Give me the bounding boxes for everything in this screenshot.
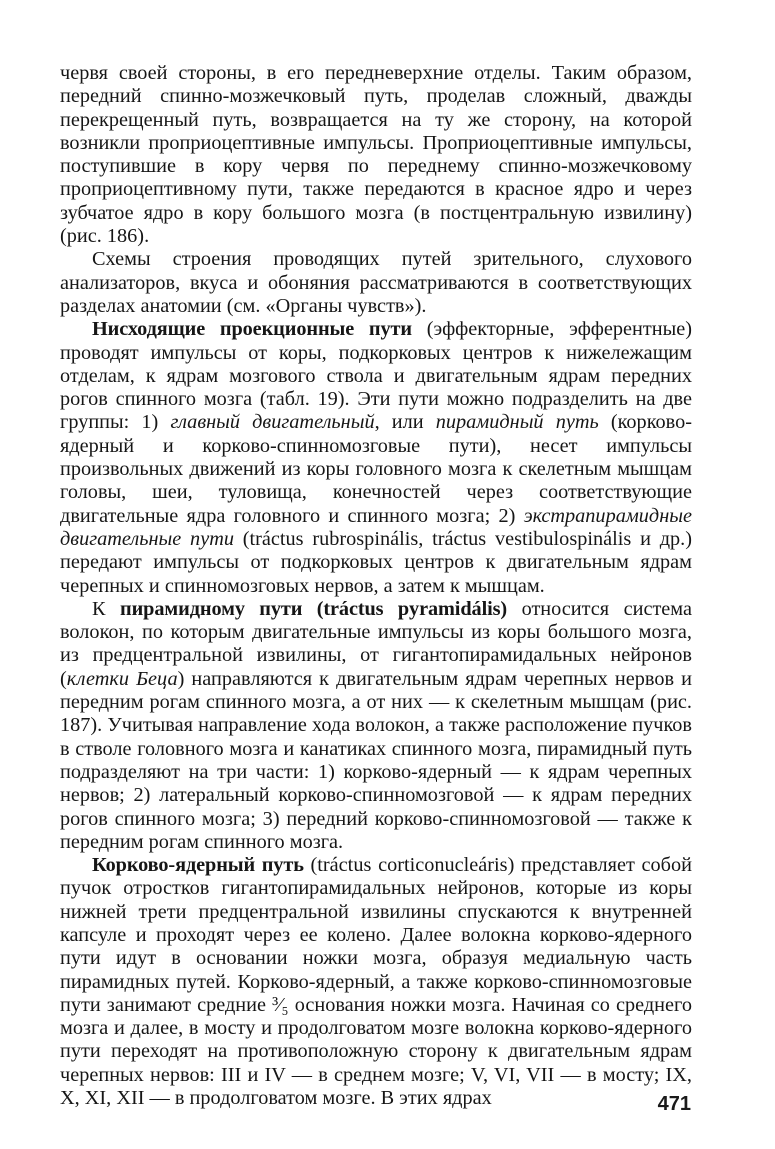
text-column xyxy=(60,62,692,1110)
text-run: (корково-ядерный и корково-спинномозговые пути), несет импульсы произвольных движений из коры головного мозга к скелетным мышцам головы, шеи, туловища, конечностей через соответствующие двигательные ядра головного и спинного мозга; 2) xyxy=(60,411,692,527)
paragraph xyxy=(60,854,692,1110)
text-run: червя своей стороны, в его передневерхние отделы. Таким образом, передний спинно-мозжечковый путь, проделав сложный, дважды перекрещенный путь, возвращается на ту же сторону, на которой возникли проприоцептивные импульсы. Проприоцептивные импульсы, поступившие в кору червя по переднему спинно-мозжечковому проприоцептивному пути, также передаются в красное ядро и через зубчатое ядро в кору большого мозга (в постцентральную извилину) (рис. 186). xyxy=(60,62,692,248)
bold-term: пирамидному пути (tráctus pyramidális) xyxy=(120,597,508,620)
italic-term: пирамидный путь xyxy=(435,411,599,434)
bold-term: Нисходящие проекционные пути xyxy=(92,318,412,341)
italic-term: клетки Беца xyxy=(66,667,178,690)
paragraph xyxy=(60,62,692,248)
paragraph xyxy=(60,598,692,854)
text-run: ) направляются к двигательным ядрам черепных нервов и передним рогам спинного мозга, а от них — к скелетным мышцам (рис. 187). Учитывая направление хода волокон, а также расположение пучков в стволе головного мозга и канатиках спинного мозга, пирамидный путь подразделяют на три части: 1) корково-ядерный — к ядрам черепных нервов; 2) латеральный корково-спинномозговой — к ядрам передних рогов спинного мозга; 3) передний корково-спинномозговой — также к передним рогам спинного мозга. xyxy=(60,667,692,853)
text-run: , или xyxy=(374,411,436,434)
text-run: (эффекторные, эфферентные) проводят импульсы от коры, подкорковых центров к нижележащим отделам, к ядрам мозгового ствола и двигательным ядрам передних рогов спинного мозга (табл. 19). Эти пути можно подразделить на две группы: 1) xyxy=(60,318,692,434)
text-run: Схемы строения проводящих путей зрительного, слухового анализаторов, вкуса и обоняния рассматриваются в соответствующих разделах анатомии (см. «Органы чувств»). xyxy=(60,248,692,317)
text-run: (tráctus corticonucleáris) представляет собой пучок отростков гигантопирамидальных нейронов, которые из коры нижней трети предцентральной извилины спускаются к внутренней капсуле и проходят через ее колено. Далее волокна корково-ядерного пути идут в основании ножки мозга, образуя медиальную часть пирамидных путей. Корково-ядерный, а также корково-спинномозговые пути занимают средние ³⁄₅ основания ножки мозга. Начиная со среднего мозга и далее, в мосту и продолговатом мозге волокна корково-ядерного пути переходят на противоположную сторону к двигательным ядрам черепных нервов: III и IV — в среднем мозге; V, VI, VII — в мосту; IX, X, XI, XII — в продолговатом мозге. В этих ядрах xyxy=(60,854,692,1110)
italic-term: экстрапирамидные двигательные пути xyxy=(60,504,692,550)
page-number: 471 xyxy=(657,1093,691,1115)
text-run: (tráctus rubrospinális, tráctus vestibulospinális и др.) передают импульсы от подкорковых центров к двигательным ядрам черепных и спинномозговых нервов, а затем к мышцам. xyxy=(60,527,692,597)
text-run: К xyxy=(92,597,121,620)
italic-term: главный двигательный xyxy=(170,411,375,434)
text-run: относится система волокон, по которым двигательные импульсы из коры большого мозга, из предцентральной извилины, от гигантопирамидальных нейронов ( xyxy=(60,597,693,690)
paragraph xyxy=(60,248,692,318)
bold-term: Корково-ядерный путь xyxy=(92,854,304,877)
paragraph xyxy=(60,318,692,598)
